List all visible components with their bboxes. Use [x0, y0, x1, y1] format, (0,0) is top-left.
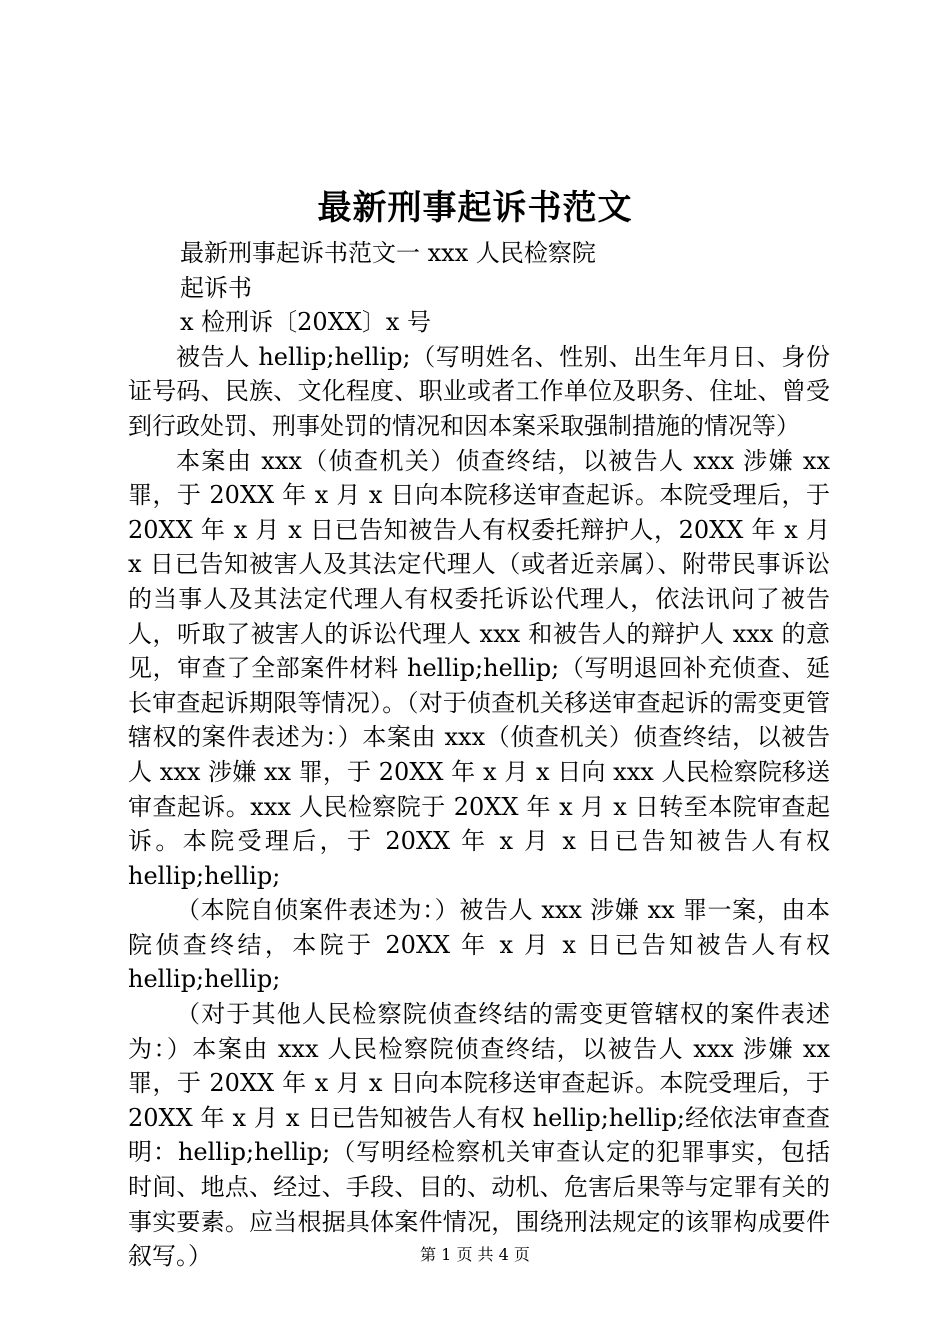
- header-line-doc-type: 起诉书: [180, 273, 252, 302]
- document-title: 最新刑事起诉书范文: [317, 188, 633, 228]
- paragraph-defendant-info: 被告人 hellip;hellip;（写明姓名、性别、出生年月日、身份证号码、民族、文化程度、职业或者工作单位及职务、住址、曾受到行政处罚、刑事处罚的情况和因本案采取强制措施的情况等）: [128, 342, 830, 440]
- paragraph-other-procuratorate: （对于其他人民检察院侦查终结的需变更管辖权的案件表述为：）本案由 xxx 人民检察院侦查终结，以被告人 xxx 涉嫌 xx 罪，于 20XX 年 x 月 x 日向本院移送审查起诉。本院受理后，于 20XX 年 x 月 x 日已告知被告人有权 hellip;hellip;经依法审查查明：hellip;hellip;（写明经检察机关审查认定的犯罪事实，包括时间、地点、经过、手段、目的、动机、危害后果等与定罪有关的事实要素。应当根据具体案件情况，围绕刑法规定的该罪构成要件叙写。）: [128, 1000, 830, 1271]
- header-line-prosecutor: 最新刑事起诉书范文一 xxx 人民检察院: [180, 239, 596, 267]
- page-footer: 第 1 页 共 4 页: [420, 1245, 530, 1264]
- paragraph-case-process: 本案由 xxx（侦查机关）侦查终结，以被告人 xxx 涉嫌 xx 罪，于 20XX 年 x 月 x 日向本院移送审查起诉。本院受理后，于 20XX 年 x 月 x 日已告知被告人有权委托辩护人，20XX 年 x 月 x 日已告知被害人及其法定代理人（或者近亲属）、附带民事诉讼的当事人及其法定代理人有权委托诉讼代理人，依法讯问了被告人，听取了被害人的诉讼代理人 xxx 和被告人的辩护人 xxx 的意见，审查了全部案件材料 hellip;hellip;（写明退回补充侦查、延长审查起诉期限等情况）。（对于侦查机关移送审查起诉的需变更管辖权的案件表述为：）本案由 xxx（侦查机关）侦查终结，以被告人 xxx 涉嫌 xx 罪，于 20XX 年 x 月 x 日向 xxx 人民检察院移送审查起诉。xxx 人民检察院于 20XX 年 x 月 x 日转至本院审查起诉。本院受理后，于 20XX 年 x 月 x 日已告知被告人有权 hellip;hellip;: [128, 446, 830, 890]
- paragraph-self-investigated: （本院自侦案件表述为：）被告人 xxx 涉嫌 xx 罪一案，由本院侦查终结，本院于 20XX 年 x 月 x 日已告知被告人有权 hellip;hellip;: [128, 896, 830, 994]
- document-body: [128, 236, 830, 1274]
- header-line-doc-number: x 检刑诉〔20XX〕x 号: [180, 308, 432, 337]
